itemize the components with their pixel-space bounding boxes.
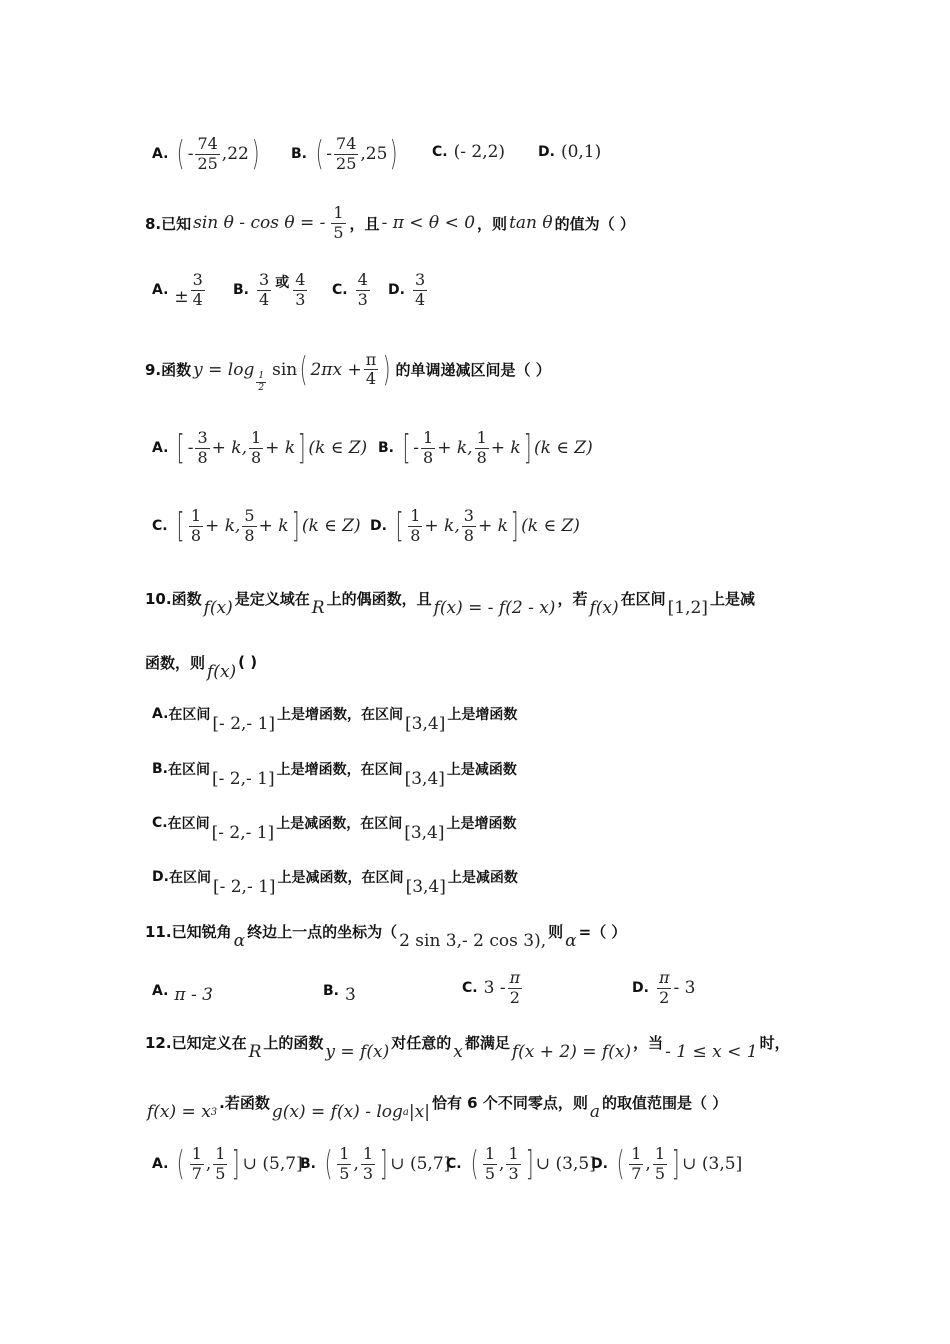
q8-option-c: C. $\frac{4}{3}$ bbox=[332, 270, 368, 309]
q10-option-b: B. 在区间 [- 2,- 1] 上是增函数，在区间 [3,4] 上是减函数 bbox=[152, 761, 517, 789]
q11-option-d: D. $\frac{\pi}{2}$ - 3 bbox=[632, 968, 696, 1007]
q10-option-a: A. 在区间 [- 2,- 1] 上是增函数，在区间 [3,4] 上是增函数 bbox=[152, 706, 518, 734]
q11-stem: 11.已知锐角 α 终边上一点的坐标为（ 2 sin 3,- 2 cos 3), 则 α =（ ） bbox=[145, 922, 627, 951]
q12-stem-line1: 12.已知定义在 R 上的函数 y = f(x) 对任意的 x 都满足 f(x + 2) = f(x) ，当 - 1 ≤ x < 1 时， bbox=[145, 1033, 790, 1062]
q12-option-a: A. ( $\frac{1}{7}$ , $\frac{1}{5}$ ] ∪ (5,7] bbox=[152, 1144, 303, 1185]
q7-option-a: A. ( - $\frac{74}{25}$ ,22 ) bbox=[152, 134, 260, 175]
q8-option-d: D. $\frac{3}{4}$ bbox=[388, 270, 426, 309]
q8-option-b: B. $\frac{3}{4}$ 或 $\frac{4}{3}$ bbox=[233, 270, 306, 309]
q9-option-c: C. [ $\frac{1}{8}$ + k, $\frac{5}{8}$ + k ] (k ∈ Z) bbox=[152, 506, 361, 547]
q7-option-c: C. (- 2,2) bbox=[432, 142, 506, 162]
q7-option-d: D. (0,1) bbox=[538, 142, 602, 162]
q9-option-d: D. [ $\frac{1}{8}$ + k, $\frac{3}{8}$ + k ] (k ∈ Z) bbox=[370, 506, 580, 547]
q11-option-c: C. 3 - $\frac{\pi}{2}$ bbox=[462, 968, 521, 1007]
q10-option-d: D. 在区间 [- 2,- 1] 上是减函数，在区间 [3,4] 上是减函数 bbox=[152, 869, 518, 897]
q12-option-b: B. ( $\frac{1}{5}$ , $\frac{1}{3}$ ] ∪ (5,7] bbox=[300, 1144, 451, 1185]
q12-stem-line2: f(x) = x 3 .若函数 g(x) = f(x) - log a |x| 恰有 6 个不同零点，则 a 的取值范围是（ ） bbox=[147, 1093, 728, 1122]
q10-option-c: C. 在区间 [- 2,- 1] 上是减函数，在区间 [3,4] 上是增函数 bbox=[152, 815, 517, 843]
q8-option-a: A. ± $\frac{3}{4}$ bbox=[152, 270, 203, 309]
q8-stem: 8.已知 sin θ - cos θ = - $\frac{1}{5}$ ，且 - π < θ < 0 ，则 tan θ 的值为（ ） bbox=[145, 203, 635, 242]
q11-option-b: B. 3 bbox=[323, 983, 356, 1005]
q9-option-b: B. [ - $\frac{1}{8}$ + k, $\frac{1}{8}$ + k ] (k ∈ Z) bbox=[378, 428, 593, 469]
q10-stem-line2: 函数，则 f(x) ( ) bbox=[145, 653, 258, 682]
q7-option-b: B. ( - $\frac{74}{25}$ ,25 ) bbox=[291, 134, 399, 175]
q9-option-a: A. [ - $\frac{3}{8}$ + k, $\frac{1}{8}$ + k ] (k ∈ Z) bbox=[152, 428, 368, 469]
q10-stem-line1: 10.函数 f(x) 是定义域在 R 上的偶函数，且 f(x) = - f(2 - x) ，若 f(x) 在区间 [1,2] 上是减 bbox=[145, 589, 755, 618]
q9-stem: 9.函数 y = log $\frac{1}{2}$ sin ( 2πx + $\frac{\pi}{4}$ ) 的单调递减区间是（ ） bbox=[145, 349, 551, 394]
q12-option-d: D. ( $\frac{1}{7}$ , $\frac{1}{5}$ ] ∪ (3,5] bbox=[591, 1144, 743, 1185]
q11-option-a: A. π - 3 bbox=[152, 983, 213, 1005]
q12-option-c: C. ( $\frac{1}{5}$ , $\frac{1}{3}$ ] ∪ (3,5] bbox=[446, 1144, 596, 1185]
